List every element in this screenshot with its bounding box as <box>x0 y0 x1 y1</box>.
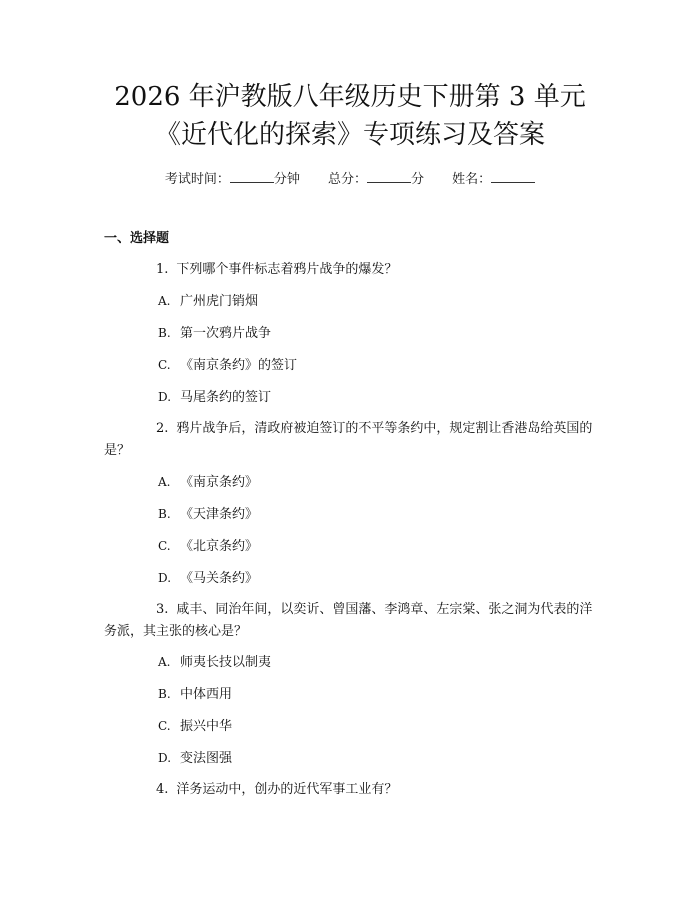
option-label: D. <box>158 751 172 765</box>
question-4 <box>104 779 601 801</box>
question-3-option-d <box>158 748 232 769</box>
question-text: 鸦片战争后，清政府被迫签订的不平等条约中，规定割让香港岛给英国的是？ <box>104 421 593 458</box>
option-text: 振兴中华 <box>180 719 233 734</box>
question-2-option-c <box>158 536 258 557</box>
total-score-blank <box>367 168 411 183</box>
student-name-label: 姓名： <box>452 172 492 187</box>
document-title: 2026 年沪教版八年级历史下册第 3 单元《近代化的探索》专项练习及答案 <box>114 82 586 150</box>
question-1-option-a <box>158 291 258 312</box>
question-number: 4. <box>156 782 169 797</box>
student-name-field <box>452 168 535 190</box>
question-text: 下列哪个事件标志着鸦片战争的爆发？ <box>176 262 398 277</box>
option-label: A. <box>158 655 171 669</box>
option-label: C. <box>158 719 171 733</box>
student-name-blank <box>491 168 535 183</box>
option-label: B. <box>158 687 171 701</box>
question-2-option-d <box>158 568 258 589</box>
question-text: 咸丰、同治年间，以奕䜣、曾国藩、李鸿章、左宗棠、张之洞为代表的洋务派，其主张的核心是？ <box>104 602 593 639</box>
option-label: D. <box>158 390 172 404</box>
exam-time-label: 考试时间： <box>164 172 230 187</box>
option-text: 第一次鸦片战争 <box>180 326 272 341</box>
option-label: A. <box>158 475 171 489</box>
option-text: 《南京条约》 <box>180 475 259 490</box>
exam-time-blank <box>230 168 274 183</box>
option-text: 《北京条约》 <box>180 539 259 554</box>
question-2-option-b <box>158 504 258 525</box>
question-1 <box>104 259 601 281</box>
question-3 <box>104 599 601 643</box>
total-score-unit: 分 <box>411 172 425 187</box>
option-label: B. <box>158 507 171 521</box>
option-label: C. <box>158 539 171 553</box>
question-3-option-b <box>158 684 232 705</box>
question-number: 3. <box>156 602 169 617</box>
option-text: 《马关条约》 <box>180 571 259 586</box>
question-number: 2. <box>156 421 169 436</box>
option-text: 广州虎门销烟 <box>180 294 259 309</box>
option-label: B. <box>158 326 171 340</box>
option-text: 《天津条约》 <box>180 507 259 522</box>
question-1-option-b <box>158 323 271 344</box>
section-title: 一、选择题 <box>104 231 170 246</box>
option-text: 师夷长技以制夷 <box>180 655 272 670</box>
total-score-label: 总分： <box>327 172 367 187</box>
exam-time-unit: 分钟 <box>273 172 300 187</box>
question-3-option-a <box>158 652 271 673</box>
option-label: A. <box>158 294 171 308</box>
option-text: 中体西用 <box>180 687 233 702</box>
question-number: 1. <box>156 262 169 277</box>
option-label: C. <box>158 358 171 372</box>
option-text: 马尾条约的签订 <box>180 390 272 405</box>
question-2 <box>104 418 601 462</box>
question-3-option-c <box>158 716 232 737</box>
question-1-option-d <box>158 387 271 408</box>
exam-info-line <box>0 168 700 190</box>
option-label: D. <box>158 571 172 585</box>
question-2-option-a <box>158 472 258 493</box>
question-text: 洋务运动中，创办的近代军事工业有？ <box>176 782 398 797</box>
option-text: 《南京条约》的签订 <box>180 358 298 373</box>
total-score-field <box>328 168 424 190</box>
question-1-option-c <box>158 355 297 376</box>
exam-time-field <box>165 168 300 190</box>
option-text: 变法图强 <box>180 751 233 766</box>
